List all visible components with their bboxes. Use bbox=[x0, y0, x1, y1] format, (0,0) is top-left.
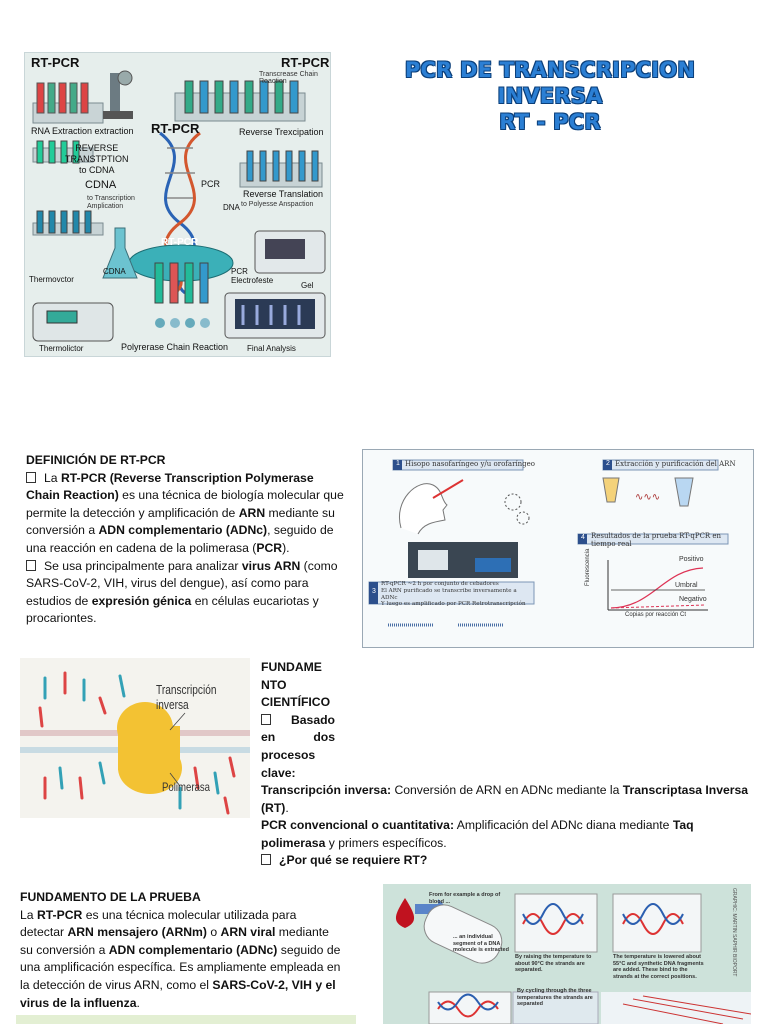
label-transcripcion-inversa: Transcripción inversa bbox=[156, 682, 217, 712]
label-polimerasa: Polimerasa bbox=[162, 780, 211, 794]
definicion-paragraph-1: La RT-PCR (Reverse Transcription Polymerase Chain Reaction) es una técnica de biología molecular que permite la detección y amplificación de ARN mediante su conversión a ADN complementario (ADNc), seguido de una reacción en cadena de la polimerasa (PCR). bbox=[26, 470, 344, 555]
label-negativo: Negativo bbox=[679, 596, 707, 603]
title-line-2: RT - PCR bbox=[499, 110, 601, 134]
gel-analysis-icon bbox=[225, 293, 325, 338]
label-y-axis: Fluorescencia bbox=[585, 548, 591, 586]
transcripcion-inversa-figure bbox=[20, 658, 250, 818]
caption-blood: From for example a drop of blood ... bbox=[429, 892, 501, 905]
fundamento-cientifico-body bbox=[261, 782, 751, 870]
label-umbral: Umbral bbox=[675, 582, 698, 589]
caption-cycling: By cycling through the three temperatures the strands are separated bbox=[517, 988, 593, 1007]
step-4-number: 4 bbox=[581, 534, 585, 541]
en-dos-line: en dos bbox=[261, 730, 335, 745]
svg-text:∿∿∿: ∿∿∿ bbox=[635, 492, 661, 503]
fundamento-cientifico-header: FUNDAME NTO CIENTÍFICO Basado en dos procesos clave: bbox=[261, 660, 335, 780]
label-x-axis: Copias por reacción Ct bbox=[625, 612, 687, 618]
label-rt-pcr-top-left: RT-PCR bbox=[31, 55, 80, 70]
title-line-1: PCR DE TRANSCRIPCION INVERSA bbox=[404, 58, 696, 108]
rt-qpcr-workflow-figure bbox=[362, 449, 754, 648]
label-rt-pcr-center: RT-PCR bbox=[151, 121, 200, 136]
label-amplication: to Transcription Amplication bbox=[87, 195, 135, 210]
bullet-glyph-icon bbox=[261, 854, 271, 865]
caption-segment: ... an individual segment of a DNA molecule is extracted bbox=[453, 934, 509, 953]
rt-pcr-infographic bbox=[24, 52, 331, 357]
label-thermolictor: Thermolictor bbox=[39, 344, 84, 353]
label-final-analysis: Final Analysis bbox=[247, 344, 296, 353]
step-1-number: 1 bbox=[396, 460, 400, 467]
step-3-label: RT-qPCR ~2 h por conjunto de cebadores El ARN purificado se transcribe inversamente a ADNc Y luego es amplificado por PCR Retrotranscripción bbox=[381, 581, 526, 608]
label-cdna: CDNA bbox=[85, 179, 117, 191]
label-reverse-transtption: REVERSE TRANSTPTION to CDNA bbox=[65, 143, 129, 175]
fundamento-prueba-heading: FUNDAMENTO DE LA PRUEBA bbox=[20, 890, 201, 904]
label-pcr-electrofeste: PCR Electrofeste bbox=[231, 267, 274, 285]
step-2-label: Extracción y purificación del ARN bbox=[615, 460, 736, 468]
caption-graphic-credit: GRAPHIC: MARTIN SAPHIR BIOPORT bbox=[731, 888, 737, 977]
transcripcion-inversa-line: Transcripción inversa: Conversión de ARN en ADNc mediante la Transcriptasa Inversa (RT). bbox=[261, 783, 749, 815]
label-rt-pcr-top-right: RT-PCR bbox=[281, 55, 330, 70]
definicion-heading: DEFINICIÓN DE RT-PCR bbox=[26, 453, 166, 467]
label-rt-pcr-base: RT-PCR bbox=[161, 237, 199, 248]
label-chain-reaction: Transcrease Chain Reaction bbox=[259, 71, 318, 85]
bullet-glyph-icon bbox=[26, 560, 36, 571]
bullet-glyph-icon bbox=[26, 472, 36, 483]
label-pcr: PCR bbox=[201, 179, 221, 189]
definicion-section bbox=[26, 452, 348, 628]
label-polyrerase-chain: Polyrerase Chain Reaction bbox=[121, 342, 229, 352]
label-positivo: Positivo bbox=[679, 556, 704, 563]
label-cdna-2: CDNA bbox=[103, 267, 126, 276]
caption-raise-temp: By raising the temperature to about 90°C the strands are separated. bbox=[515, 954, 592, 973]
label-gel: Gel bbox=[301, 281, 314, 290]
pcr-convencional-line: PCR convencional o cuantitativa: Amplificación del ADNc diana mediante Taq polimerasa y primers específicos. bbox=[261, 818, 694, 850]
fundamento-prueba-paragraph: La RT-PCR es una técnica molecular utilizada para detectar ARN mensajero (ARNm) o ARN viral mediante su conversión a ADN complementario (ADNc) seguido de una amplificación específica. Es ampliamente empleada en la detección de virus ARN, como el SARS-CoV-2, VIH y el virus de la influenza. bbox=[20, 907, 341, 1010]
workflow-drawing bbox=[363, 450, 754, 648]
step-3-number: 3 bbox=[372, 588, 376, 595]
label-reverse-trexcipation: Reverse Trexcipation bbox=[239, 127, 324, 137]
label-reverse-translation: Reverse Translation bbox=[243, 189, 324, 199]
label-thermovctor: Thermovctor bbox=[29, 275, 74, 284]
bullet-glyph-icon bbox=[261, 714, 271, 725]
step-2-number: 2 bbox=[606, 460, 610, 467]
label-rna-extraction: RNA Extraction extraction bbox=[31, 126, 134, 136]
label-polyesse: to Polyesse Anspaction bbox=[241, 201, 314, 208]
definicion-paragraph-2: Se usa principalmente para analizar virus ARN (como SARS-CoV-2, VIH, virus del dengue), así como para estudios de expresión génica en células eucariotas y procariontes. bbox=[26, 558, 338, 626]
question-line: ¿Por qué se requiere RT? bbox=[261, 852, 751, 870]
thermocycler-icon bbox=[33, 303, 113, 341]
label-dna: DNA bbox=[223, 203, 240, 212]
step-1-label: Hisopo nasofaríngeo y/u orofaríngeo bbox=[405, 460, 535, 468]
step-4-label: Resultados de la prueba RT-qPCR en tiempo real bbox=[591, 532, 722, 548]
page-title bbox=[352, 57, 748, 135]
caption-lower-temp: The temperature is lowered about 55°C and synthetic DNA fragments are added. These bind to the strands at the correct positions. bbox=[613, 954, 704, 980]
basado-line: Basado bbox=[261, 712, 335, 730]
fundamento-prueba-section bbox=[20, 889, 342, 1012]
pcr-process-figure bbox=[383, 884, 751, 1024]
highlight-box-bottom bbox=[16, 1015, 356, 1024]
